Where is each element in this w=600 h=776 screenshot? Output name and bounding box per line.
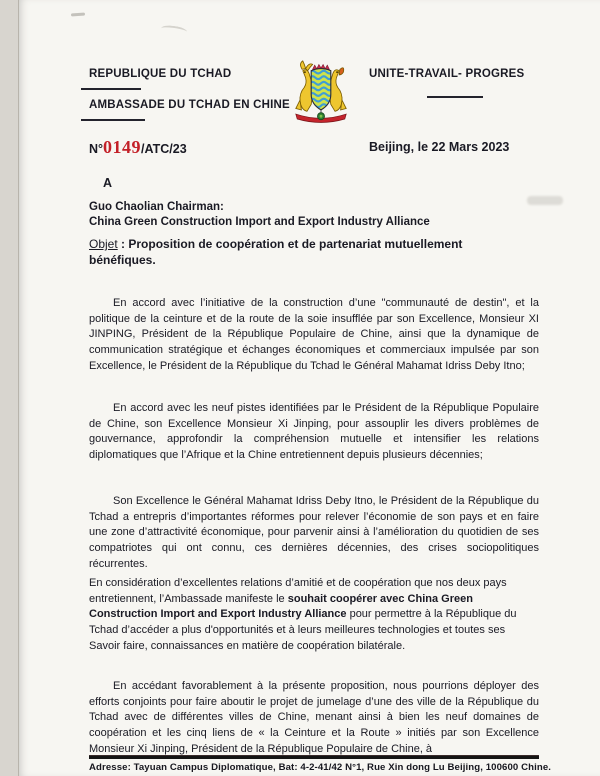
letter-paper xyxy=(18,0,600,776)
republic-title: REPUBLIQUE DU TCHAD xyxy=(89,68,232,80)
footer-rule xyxy=(89,755,539,759)
scan-smudge xyxy=(527,196,563,205)
header-rule xyxy=(81,88,141,90)
footer-address: Adresse: Tayuan Campus Diplomatique, Bat: 4-2-41/42 N°1, Rue Xin dong Lu Beijing, 100600 Chine. xyxy=(89,762,552,773)
reference-number xyxy=(89,137,187,158)
header-rule xyxy=(427,96,483,98)
subject-separator: : xyxy=(117,237,129,251)
paragraph-4-pre: En considération d’excellentes relations d’amitié et de coopération que nos deux pays entretiennent, l’Ambassade manifeste le xyxy=(89,577,507,605)
ref-prefix: N° xyxy=(89,142,104,156)
paragraph-4-post: pour permettre à la République du Tchad d’accéder a plus d'opportunités et à leurs meilleures technologies et toutes ses Savoir faire, connaissances en matière de coopération bilatérale. xyxy=(89,608,517,652)
scan-scratch xyxy=(161,24,188,36)
header-rule xyxy=(81,119,145,121)
chad-coat-of-arms-icon xyxy=(286,58,356,124)
paragraph-2: En accord avec les neuf pistes identifiées par le Président de la République Populaire de Chine, son Excellence Monsieur Xi Jinping, pour assouplir les divers problèmes de gouvernance, approfondir la compréhension mutuelle et intensifier les relations diplomatiques que l’Afrique et la Chine entretiennent depuis plusieurs décennies; xyxy=(89,402,539,462)
salutation: A xyxy=(103,176,113,190)
recipient-organization: China Green Construction Import and Export Industry Alliance xyxy=(89,215,430,228)
recipient-name: Guo Chaolian Chairman: xyxy=(89,201,224,213)
paragraph-4-bold: souhait coopérer avec China Green Construction Import and Export Industry Alliance xyxy=(89,592,473,621)
motto: UNITE-TRAVAIL- PROGRES xyxy=(369,68,525,80)
dateline: Beijing, le 22 Mars 2023 xyxy=(369,140,510,154)
paragraph-4 xyxy=(89,576,539,655)
ref-number-red: 0149 xyxy=(103,137,142,157)
embassy-title: AMBASSADE DU TCHAD EN CHINE xyxy=(89,99,290,111)
paragraph-5: En accédant favorablement à la présente proposition, nous pourrions déployer des efforts conjoints pour faire aboutir le projet de jumelage d’une des ville de la République du Tchad avec de différentes villes de Chine, menant ainsi à bien les neuf domaines de coopération et les cinq liens de « la Ceinture et la Route » initiés par son Excellence Monsieur Xi Jinping, Président de la République Populaire de Chine, à xyxy=(89,680,539,755)
recipient-block xyxy=(89,200,430,229)
subject-label: Objet xyxy=(89,237,118,251)
paragraph-1: En accord avec l’initiative de la construction d’une "communauté de destin", et la politique de la ceinture et de la route de la soie insufflée par son Excellence, Monsieur XI JINPING, Président de la République Populaire de Chine, ainsi que la dynamique de communication stratégique et échanges économiques et commerciaux impulsée par son Excellence, le Président de la République du Tchad le Général Mahamat Idriss Deby Itno; xyxy=(89,297,539,372)
subject-line xyxy=(89,237,509,268)
ref-suffix: /ATC/23 xyxy=(141,142,187,156)
scan-speck xyxy=(71,13,85,17)
paragraph-3: Son Excellence le Général Mahamat Idriss Deby Itno, le Président de la République du Tchad a entrepris d’importantes réformes pour relever l’économie de son pays et en faire une zone d’attractivité économique, pour parvenir ainsi à l’amélioration du quotidien de ses compatriotes qui ont connu, ces dernières décennies, des crises sociopolitiques récurrentes. xyxy=(89,495,539,570)
subject-text: Proposition de coopération et de partenariat mutuellement bénéfiques. xyxy=(89,237,463,267)
